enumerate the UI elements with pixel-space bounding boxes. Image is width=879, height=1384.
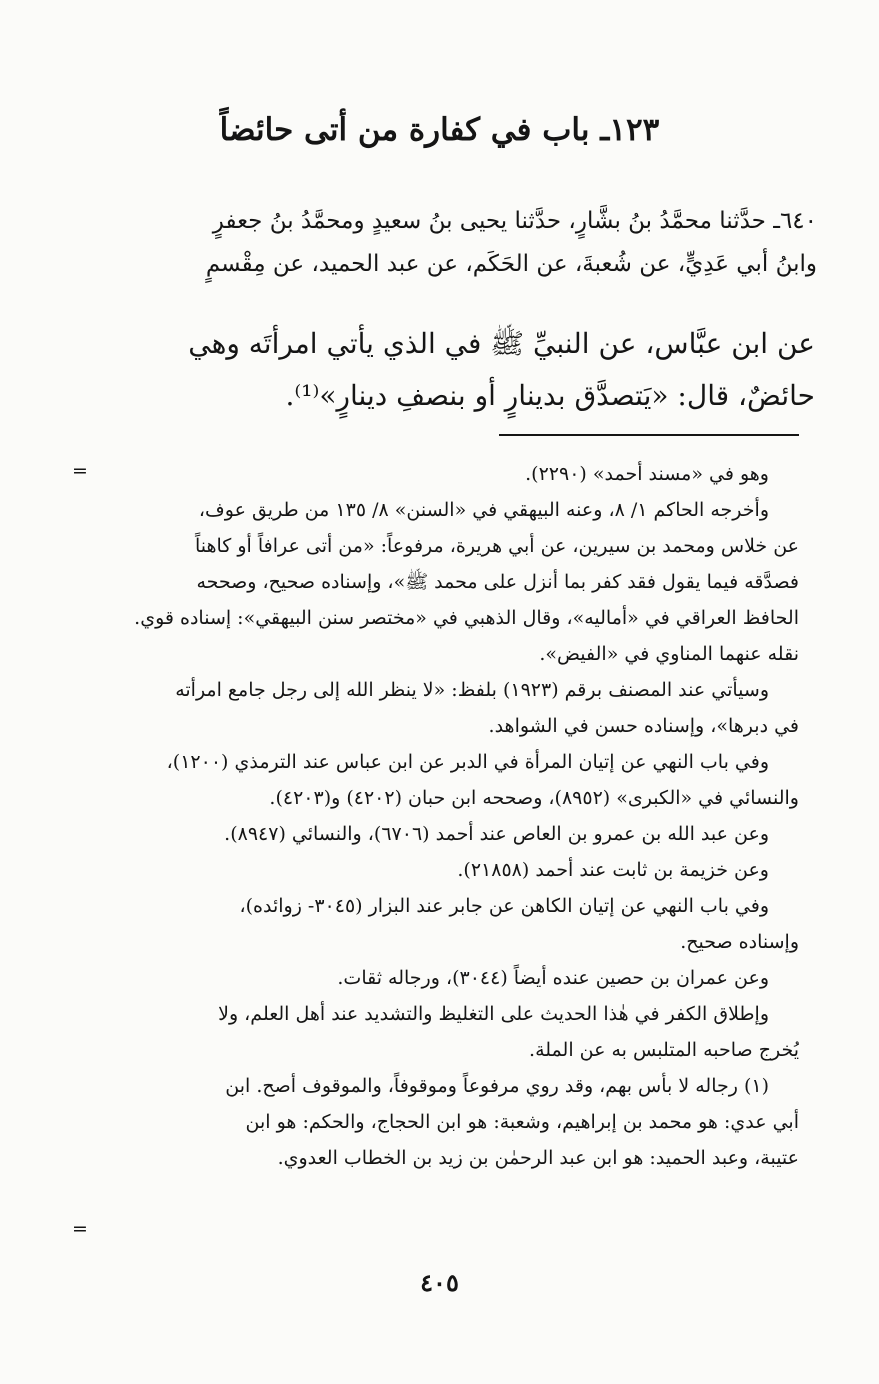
footnote-paragraph [69,456,799,492]
chain-line: ٦٤٠ـ حدَّثنا محمَّدُ بنُ بشَّارٍ، حدَّثنا يحيى بنُ سعيدٍ ومحمَّدُ بنُ جعفرٍ [212,208,817,234]
footnote-line: عتيبة، وعبد الحميد: هو ابن عبد الرحمٰن بن زيد بن الخطاب العدوي. [277,1147,799,1169]
footnote-paragraph [69,888,799,960]
footnote-line: وسيأتي عند المصنف برقم (١٩٢٣) بلفظ: «لا ينظر الله إلى رجل جامع امرأته [175,679,769,701]
footnote-line: وأخرجه الحاكم ١/ ٨، وعنه البيهقي في «السنن» ٨/ ١٣٥ من طريق عوف، [198,499,769,521]
footnote-line: وعن خزيمة بن ثابت عند أحمد (٢١٨٥٨). [457,859,769,881]
footnote-line: أبي عدي: هو محمد بن إبراهيم، وشعبة: هو ابن الحجاج، والحكم: هو ابن [245,1111,799,1133]
continuation-mark-bottom: = [72,1218,88,1240]
footnote-paragraph [69,996,799,1068]
footnote-paragraph [69,744,799,816]
footnote-line: (١) رجاله لا بأس بهم، وقد روي مرفوعاً وموقوفاً، والموقوف أصح. ابن [225,1075,769,1097]
footnote-paragraph [69,1068,799,1176]
footnotes [69,456,799,1176]
continuation-mark-top: = [72,460,88,482]
chapter-title: ١٢٣ـ باب في كفارة من أتى حائضاً [219,112,660,148]
footnote-paragraph [69,960,799,996]
footnote-line: والنسائي في «الكبرى» (٨٩٥٢)، وصححه ابن حبان (٤٢٠٢) و(٤٢٠٣). [269,787,799,809]
footnote-line: نقله عنهما المناوي في «الفيض». [539,643,799,665]
footnote-line: عن خلاس ومحمد بن سيرين، عن أبي هريرة، مرفوعاً: «من أتى عرافاً أو كاهناً [194,535,799,557]
footnote-line: وإسناده صحيح. [680,931,799,953]
footnote-line: وهو في «مسند أحمد» (٢٢٩٠). [525,463,769,485]
hadith-line: حائضٌ، قال: «يَتصدَّق بدينارٍ أو بنصفِ دينارٍ»⁽¹⁾. [285,379,815,412]
footnote-paragraph [69,492,799,672]
footnote-line: وإطلاق الكفر في هٰذا الحديث على التغليظ والتشديد عند أهل العلم، ولا [218,1003,769,1025]
footnote-line: وعن عمران بن حصين عنده أيضاً (٣٠٤٤)، ورجاله ثقات. [337,967,769,989]
hadith-line: عن ابن عبَّاس، عن النبيِّ ﷺ في الذي يأتي امرأتَه وهي [188,327,815,360]
footnote-line: الحافظ العراقي في «أماليه»، وقال الذهبي في «مختصر سنن البيهقي»: إسناده قوي. [134,607,799,629]
footnote-paragraph [69,672,799,744]
chain-line: وابنُ أبي عَدِيٍّ، عن شُعبةَ، عن الحَكَم، عن عبد الحميد، عن مِقْسمٍ [205,251,817,277]
footnote-line: فصدَّقه فيما يقول فقد كفر بما أنزل على محمد ﷺ»، وإسناده صحيح، وصححه [196,571,799,593]
page-number: ٤٠٥ [420,1268,459,1297]
footnote-paragraph [69,816,799,888]
footnote-separator [499,434,799,436]
footnote-line: يُخرج صاحبه المتلبس به عن الملة. [529,1039,799,1061]
hadith-chain [67,200,817,286]
footnote-line: وفي باب النهي عن إتيان الكاهن عن جابر عند البزار (٣٠٤٥- زوائده)، [239,895,769,917]
footnote-line: وعن عبد الله بن عمرو بن العاص عند أحمد (٦٧٠٦)، والنسائي (٨٩٤٧). [224,823,769,845]
footnote-line: وفي باب النهي عن إتيان المرأة في الدبر عن ابن عباس عند الترمذي (١٢٠٠)، [166,751,769,773]
footnote-line: في دبرها»، وإسناده حسن في الشواهد. [488,715,799,737]
hadith-text [67,318,815,422]
